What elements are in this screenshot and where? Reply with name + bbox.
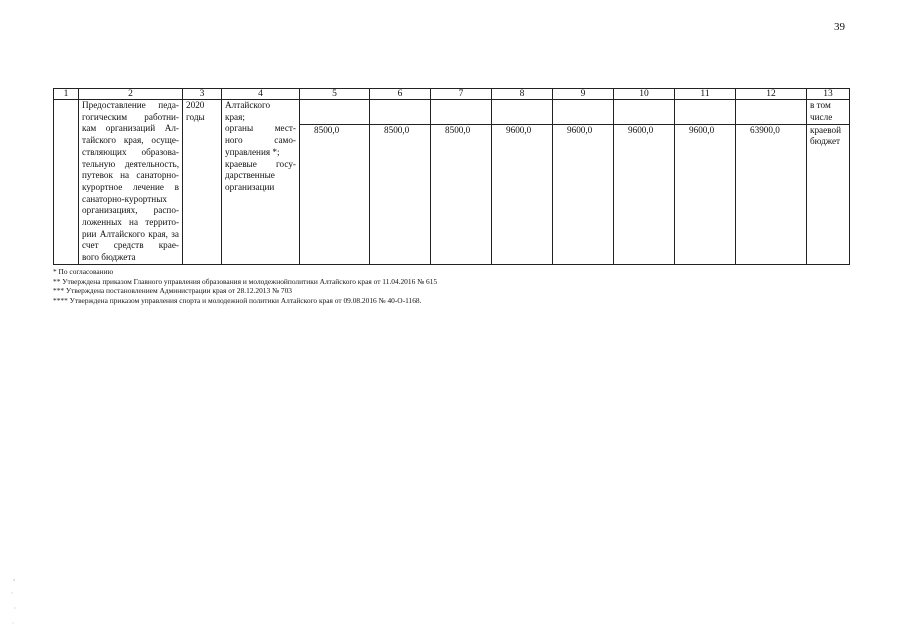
column-header: 4 bbox=[222, 89, 300, 100]
funding-source-cell bbox=[807, 100, 850, 125]
description-line: ложенных на террито- bbox=[82, 217, 179, 228]
description-line: гогическим работни- bbox=[82, 111, 179, 122]
years-line: 2020 bbox=[186, 100, 205, 110]
value-cell bbox=[300, 100, 370, 125]
column-header: 13 bbox=[807, 89, 850, 100]
value-cell bbox=[614, 100, 675, 125]
executors-line: ного само- bbox=[225, 135, 296, 146]
column-header: 7 bbox=[431, 89, 492, 100]
column-header: 6 bbox=[370, 89, 431, 100]
footnote: * По согласованию bbox=[53, 267, 114, 276]
funding-line: бюджет bbox=[810, 136, 841, 147]
executors-line: организации bbox=[225, 181, 275, 192]
column-header: 11 bbox=[675, 89, 736, 100]
description-line: вого бюджета bbox=[82, 252, 136, 263]
description-line: тельную деятельность, bbox=[82, 158, 179, 169]
executors-line: органы мест- bbox=[225, 123, 296, 134]
funding-line: числе bbox=[810, 111, 833, 122]
description-line: рии Алтайского края, bbox=[82, 228, 168, 239]
activity-description-cell bbox=[79, 100, 183, 265]
description-line: за счет средств крае- bbox=[82, 228, 180, 251]
scan-specks bbox=[8, 575, 38, 635]
footnotes bbox=[53, 267, 437, 305]
description-line: санаторно-курортных bbox=[82, 193, 167, 204]
executors-line: края; bbox=[225, 111, 245, 122]
column-header: 3 bbox=[183, 89, 222, 100]
value-cell: 9600,0 bbox=[675, 124, 736, 264]
value-cell bbox=[675, 100, 736, 125]
funding-line: краевой bbox=[810, 124, 841, 135]
executors-line: Алтайского bbox=[225, 100, 271, 110]
value-cell: 9600,0 bbox=[553, 124, 614, 264]
description-line: кам организаций Ал- bbox=[82, 123, 179, 134]
funding-line: в том bbox=[810, 100, 831, 110]
value-cell bbox=[370, 100, 431, 125]
funding-source-cell bbox=[807, 124, 850, 264]
column-header: 10 bbox=[614, 89, 675, 100]
footnote: ** Утверждена приказом Главного управления образования и молодежнойполитики Алтайского края от 11.04.2016 № 615 bbox=[53, 276, 438, 286]
value-cell bbox=[736, 100, 807, 125]
row-number-cell bbox=[54, 100, 79, 265]
column-header: 5 bbox=[300, 89, 370, 100]
footnote: *** Утверждена постановлением Администрации края от 28.12.2013 № 703 bbox=[53, 286, 292, 296]
column-header: 8 bbox=[492, 89, 553, 100]
column-header: 1 bbox=[54, 89, 79, 100]
page-number: 39 bbox=[834, 21, 845, 33]
value-cell: 9600,0 bbox=[614, 124, 675, 264]
description-line: Предоставление педа- bbox=[82, 100, 179, 110]
years-line: годы bbox=[186, 111, 205, 122]
value-cell bbox=[553, 100, 614, 125]
value-cell bbox=[492, 100, 553, 125]
footnote: **** Утверждена приказом управления спорта и молодежной политики Алтайского края от 09.08.2016 № 40-О-1168. bbox=[53, 295, 422, 305]
value-cell: 8500,0 bbox=[370, 124, 431, 264]
description-line: курортное лечение в bbox=[82, 181, 179, 192]
value-cell: 8500,0 bbox=[431, 124, 492, 264]
executors-cell bbox=[222, 100, 300, 265]
column-header: 12 bbox=[736, 89, 807, 100]
program-activities-table bbox=[53, 88, 850, 265]
description-line: ствляющих образова- bbox=[82, 146, 179, 157]
years-cell bbox=[183, 100, 222, 265]
table-row bbox=[54, 100, 850, 125]
executors-line: дарственные bbox=[225, 170, 275, 181]
column-header: 2 bbox=[79, 89, 183, 100]
executors-line: краевые госу- bbox=[225, 158, 296, 169]
value-cell bbox=[431, 100, 492, 125]
value-cell: 9600,0 bbox=[492, 124, 553, 264]
description-line: тайского края, осуще- bbox=[82, 135, 179, 146]
executors-line: управления *; bbox=[225, 146, 280, 157]
total-value-cell: 63900,0 bbox=[736, 124, 807, 264]
description-line: путевок на санаторно- bbox=[82, 170, 179, 181]
column-header: 9 bbox=[553, 89, 614, 100]
value-cell: 8500,0 bbox=[300, 124, 370, 264]
description-line: организациях, распо- bbox=[82, 205, 179, 216]
header-row bbox=[54, 89, 850, 100]
